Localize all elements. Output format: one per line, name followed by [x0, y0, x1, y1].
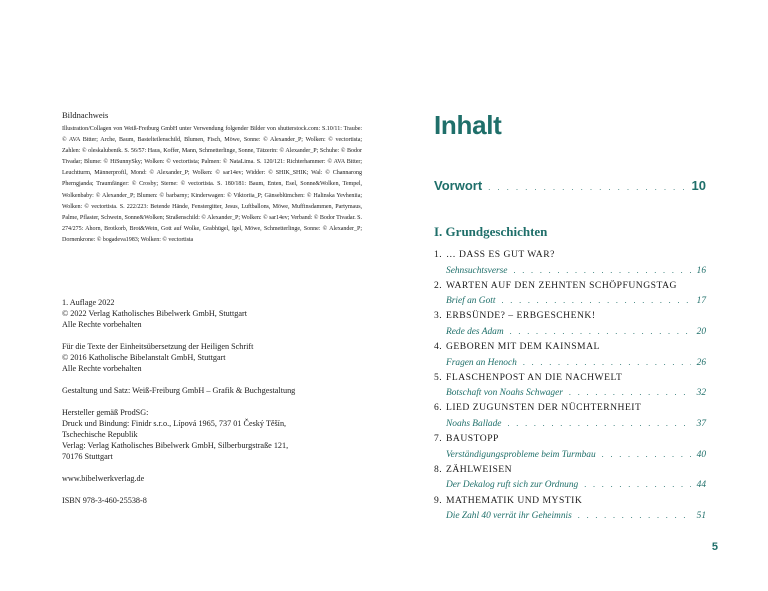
section-heading: I. Grundgeschichten [434, 224, 548, 239]
chapter-number: 6. [434, 402, 443, 414]
chapter-title-text: MATHEMATIK UND MYSTIK [446, 494, 583, 506]
toc-chapter[interactable] [434, 432, 706, 463]
imprint-block [62, 385, 362, 396]
toc-chapter[interactable] [434, 279, 706, 310]
chapter-title [434, 279, 706, 294]
chapter-number: 8. [434, 463, 443, 475]
imprint-block [62, 473, 362, 484]
imprint-line: Alle Rechte vorbehalten [62, 364, 142, 373]
chapter-number: 5. [434, 371, 443, 383]
right-page [384, 0, 768, 591]
toc-subentry[interactable] [434, 508, 706, 524]
leader-dots [510, 324, 691, 340]
leader-dots [584, 477, 690, 493]
chapter-title [434, 401, 706, 416]
imprint-line: ISBN 978-3-460-25538-8 [62, 496, 147, 505]
toc-chapter[interactable] [434, 463, 706, 494]
chapter-title-text: ZÄHLWEISEN [446, 463, 513, 475]
toc-subentry[interactable] [434, 355, 706, 371]
imprint-line: © 2016 Katholische Bibelanstalt GmbH, Stuttgart [62, 353, 226, 362]
chapter-number: 4. [434, 341, 443, 353]
imprint-line: Verlag: Verlag Katholisches Bibelwerk GmbH, Silberburgstraße 121, [62, 441, 289, 450]
toc-chapter[interactable] [434, 340, 706, 371]
leader-dots [488, 183, 685, 192]
subentry-label: Rede des Adam [446, 326, 504, 337]
chapter-title-text: FLASCHENPOST AN DIE NACHWELT [446, 371, 623, 383]
toc-page-number: 10 [691, 178, 706, 193]
credits-body: Illustration/Collagen von Weiß-Freiburg GmbH unter Verwendung folgender Bilder von shutterstock.com: S.10/11: Traube: © AVA Bitter; Arche, Baum, Bastelteilenschild, Blumen, Fisch, Möwe, Sonne: © Alexander_P; Wolken: © vectortista; Zahlen: © oleskalubenik. S. 56/57: Haus, Koffer, Mann, Schmetterlinge, Sonne, Tätzerin: © Alexander_P; Schuhe: © Bodor Tivadar; Blume: © HiSunnySky; Wolken: © vectortista; Palmen: © NataLima. S. 120/121: Richterhammer: © AVA Bitter; Leuchtturm, Männerprofil, Mond: © Alexander_P; Wolken: © sar14ev; Widder: © SHIK_SHIK; Wal: © Channarong Pherngjanda; Traumfänger: © Crosby; Sterne: © vectortista. S. 180/181: Baum, Enten, Esel, Sonne&Wolken, Tempel, Wolkenbaby: © Alexander_P; Blumen: © barbarny; Kinderwagen: © Viktoriia_P; Gänseblümchen: © Halinska Yevheniia; Wolken: © vectortista. S. 222/223: Betende Hände, Fenstergitter, Jesus, Luftballons, Möwe, Muffinsdammen, Partymaus, Palme, Pflaster, Schwein, Sonne&Wolken; Straßenschild: © Alexander_P; Wolken: © sar14ev; Verband: © Bodor Tivadar. S. 274/275: Ahorn, Brotkorb, Brot&Wein, Gott auf Wolke, Grabhügel, Igel, Möwe, Schmetterlinge, Sonne: © Alexander_P; Dornenkrone: © bogadeva1983; Wolken: © vectortista [62, 126, 362, 243]
subentry-label: Noahs Ballade [446, 418, 502, 429]
subentry-label: Sehnsuchtsverse [446, 265, 508, 276]
toc-page-number: 32 [696, 388, 706, 399]
imprint-line: © 2022 Verlag Katholisches Bibelwerk GmbH, Stuttgart [62, 309, 248, 318]
chapter-title-text: WARTEN AUF DEN ZEHNTEN SCHÖPFUNGSTAG [446, 279, 677, 291]
toc-chapter[interactable] [434, 309, 706, 340]
leader-dots [507, 416, 690, 432]
imprint-line: Alle Rechte vorbehalten [62, 320, 142, 329]
toc-entry-vorwort[interactable] [434, 178, 706, 193]
toc-page-number: 20 [696, 326, 706, 337]
toc-chapter[interactable] [434, 248, 706, 279]
toc-title: Inhalt [434, 110, 502, 140]
toc-page-number: 37 [696, 418, 706, 429]
chapter-title [434, 494, 706, 509]
subentry-label: Fragen an Henoch [446, 357, 517, 368]
chapter-number: 2. [434, 279, 443, 291]
chapter-list [434, 248, 706, 524]
imprint-line: Tschechische Republik [62, 430, 138, 439]
imprint-line: Hersteller gemäß ProdSG: [62, 408, 149, 417]
toc-entry-label: Vorwort [434, 178, 483, 193]
chapter-number: 3. [434, 310, 443, 322]
chapter-title-text: LIED ZUGUNSTEN DER NÜCHTERNHEIT [446, 402, 642, 414]
chapter-title [434, 371, 706, 386]
toc-subentry[interactable] [434, 385, 706, 401]
toc-subentry[interactable] [434, 416, 706, 432]
toc-subentry[interactable] [434, 477, 706, 493]
imprint-block [62, 341, 362, 374]
imprint-block [62, 495, 362, 506]
leader-dots [501, 293, 690, 309]
toc-subentry[interactable] [434, 263, 706, 279]
toc-subentry[interactable] [434, 447, 706, 463]
leader-dots [513, 263, 690, 279]
toc-page-number: 17 [696, 296, 706, 307]
chapter-title [434, 309, 706, 324]
toc-subentry[interactable] [434, 324, 706, 340]
imprint-line[interactable]: www.bibelwerkverlag.de [62, 474, 145, 483]
subentry-label: Die Zahl 40 verrät ihr Geheimnis [446, 511, 572, 521]
subentry-label: Der Dekalog ruft sich zur Ordnung [446, 480, 579, 491]
imprint-line: Gestaltung und Satz: Weiß-Freiburg GmbH – Grafik & Buchgestaltung [62, 386, 296, 395]
chapter-title-text: BAUSTOPP [446, 433, 499, 445]
toc-chapter[interactable] [434, 371, 706, 402]
toc-page-number: 44 [696, 480, 706, 491]
leader-dots [569, 385, 691, 401]
chapter-title-text: ERBSÜNDE? – ERBGESCHENK! [446, 310, 596, 322]
chapter-title-text: GEBOREN MIT DEM KAINSMAL [446, 341, 600, 353]
leader-dots [578, 508, 691, 524]
credits-title: Bildnachweis [62, 110, 109, 120]
page-number: 5 [711, 541, 718, 553]
imprint-line: 70176 Stuttgart [62, 452, 113, 461]
leader-dots [602, 447, 691, 463]
subentry-label: Verständigungsprobleme beim Turmbau [446, 449, 596, 460]
imprint-block [62, 297, 362, 330]
toc-subentry[interactable] [434, 293, 706, 309]
toc-page-number: 40 [696, 449, 706, 460]
imprint-block [62, 407, 362, 462]
imprint [62, 297, 362, 517]
chapter-number: 1. [434, 249, 443, 260]
chapter-title [434, 248, 706, 263]
chapter-title-text: … DASS ES GUT WAR? [446, 249, 555, 260]
image-credits [62, 110, 362, 246]
chapter-number: 9. [434, 494, 443, 506]
toc-page-number: 51 [696, 511, 706, 521]
toc-page-number: 26 [696, 357, 706, 368]
toc-chapter[interactable] [434, 401, 706, 432]
chapter-number: 7. [434, 433, 443, 445]
chapter-title [434, 432, 706, 447]
imprint-line: Druck und Bindung: Finidr s.r.o., Lípová 1965, 737 01 Český Těšín, [62, 419, 287, 428]
subentry-label: Botschaft von Noahs Schwager [446, 388, 563, 399]
toc-chapter[interactable] [434, 494, 706, 525]
subentry-label: Brief an Gott [446, 296, 496, 307]
toc-page-number: 16 [696, 265, 706, 276]
chapter-title [434, 340, 706, 355]
imprint-line: Für die Texte der Einheitsübersetzung der Heiligen Schrift [62, 342, 254, 351]
leader-dots [523, 355, 691, 371]
chapter-title [434, 463, 706, 478]
imprint-line: 1. Auflage 2022 [62, 298, 115, 307]
